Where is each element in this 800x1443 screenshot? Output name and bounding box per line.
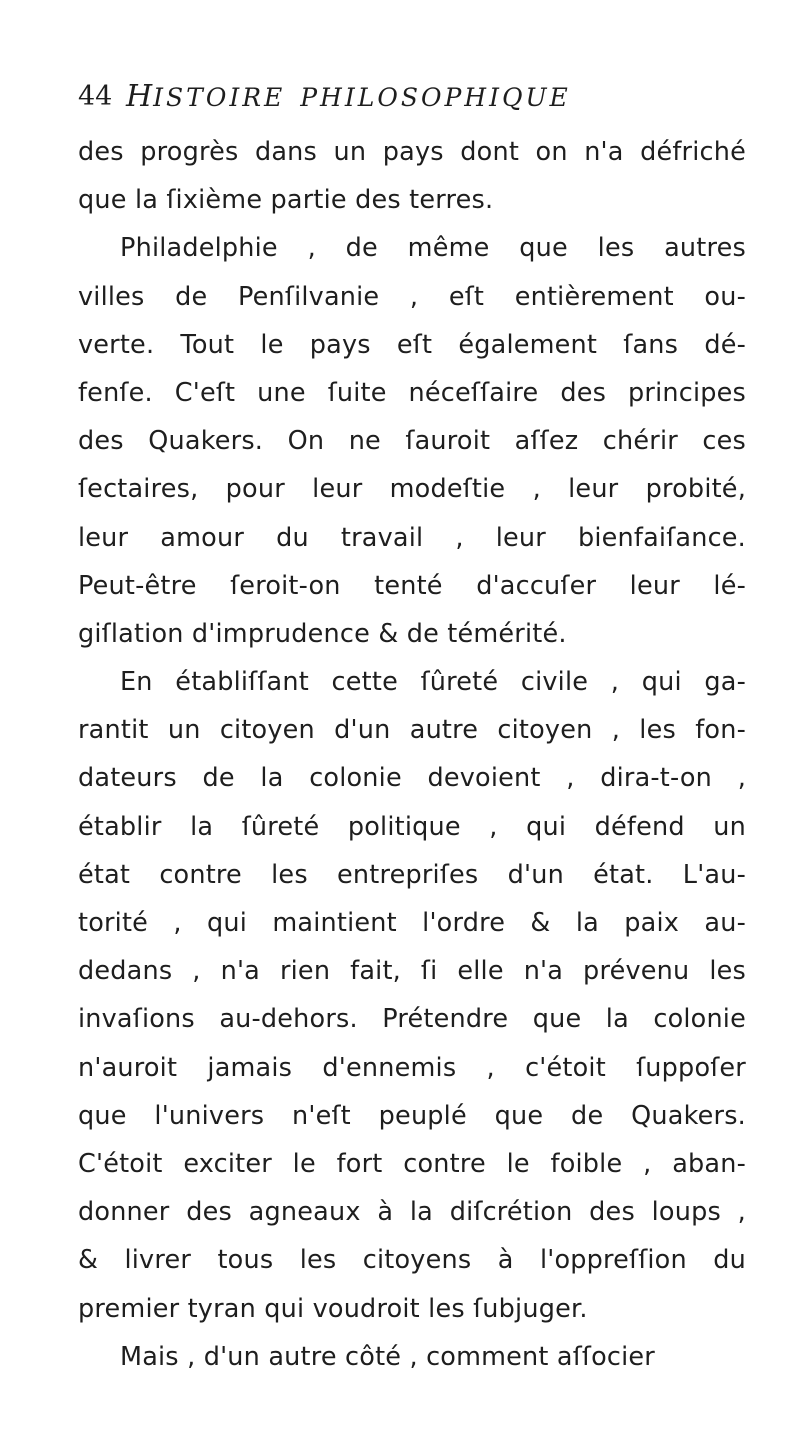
text-line: des Quakers. On ne ſauroit aſſez chérir ces: [78, 426, 746, 457]
page-number: 44: [78, 81, 113, 112]
running-head: [78, 78, 738, 118]
running-title-rest: ISTOIRE PHILOSOPHIQUE: [153, 83, 571, 112]
text-line: leur amour du travail , leur bienfaiſance.: [78, 522, 746, 553]
text-line: des progrès dans un pays dont on n'a défriché: [78, 137, 746, 167]
text-line: que la ſixième partie des terres.: [78, 185, 494, 216]
text-line: verte. Tout le pays eſt également ſans dé-: [78, 329, 746, 360]
text-line: Mais , d'un autre côté , comment aſſocier: [120, 1341, 655, 1372]
text-line: torité , qui maintient l'ordre & la paix au-: [78, 908, 746, 938]
text-line: En établiſſant cette ſûreté civile , qui ga-: [120, 667, 746, 698]
text-line: ſectaires, pour leur modeſtie , leur probité,: [78, 474, 746, 505]
text-line: état contre les entrepriſes d'un état. L'au-: [78, 859, 746, 890]
running-title-initial: H: [126, 79, 154, 114]
text-line: Peut-être ſeroit-on tenté d'accuſer leur lé-: [78, 570, 746, 601]
text-line: dedans , n'a rien fait, ſi elle n'a prévenu les: [78, 956, 746, 987]
text-line: fenſe. C'eſt une ſuite néceſſaire des principes: [78, 377, 746, 408]
text-line: donner des agneaux à la diſcrétion des loups ,: [78, 1197, 746, 1228]
text-line: n'auroit jamais d'ennemis , c'étoit ſuppoſer: [78, 1052, 746, 1083]
text-line: rantit un citoyen d'un autre citoyen , les fon-: [78, 715, 746, 746]
text-line: invaſions au-dehors. Prétendre que la colonie: [78, 1004, 746, 1035]
text-line: dateurs de la colonie devoient , dira-t-on ,: [78, 763, 746, 794]
text-line: C'étoit exciter le fort contre le foible , aban-: [78, 1148, 746, 1179]
running-title: [126, 78, 571, 117]
body-text: [78, 128, 746, 1381]
text-line: villes de Penſilvanie , eſt entièrement ou-: [78, 281, 746, 312]
text-line: que l'univers n'eſt peuplé que de Quakers.: [78, 1100, 746, 1131]
text-line: giſlation d'imprudence & de témérité.: [78, 618, 567, 649]
text-line: premier tyran qui voudroit les ſubjuger.: [78, 1293, 588, 1324]
text-line: & livrer tous les citoyens à l'oppreſſion du: [78, 1245, 746, 1276]
text-line: Philadelphie , de même que les autres: [120, 233, 746, 264]
text-line: établir la ſûreté politique , qui défend un: [78, 811, 746, 842]
